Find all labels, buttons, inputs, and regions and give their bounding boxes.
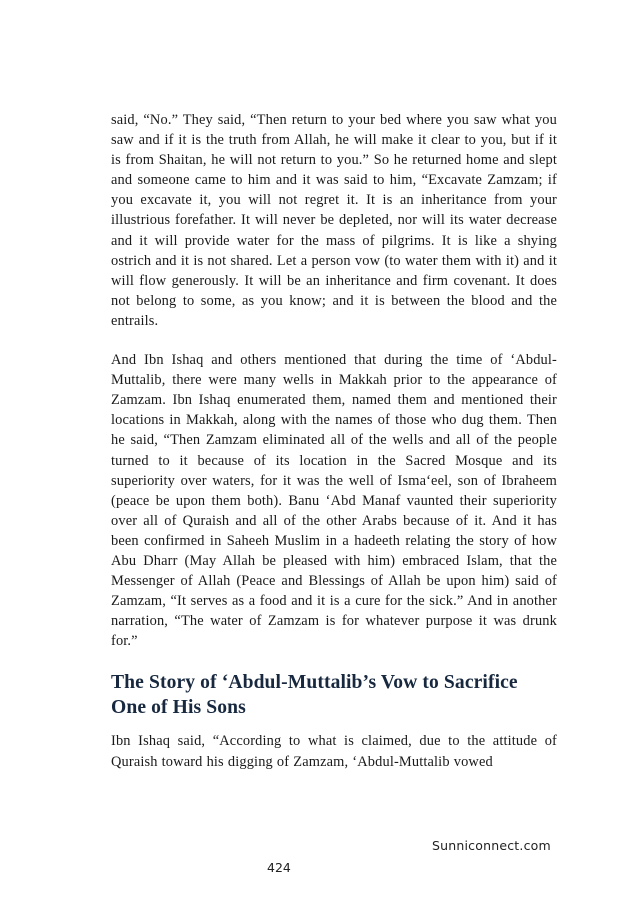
paragraph-vow-story: Ibn Ishaq said, “According to what is claimed, due to the attitude of Quraish toward his digging of Zamzam, ‘Abdul-Muttalib vowed (111, 733, 557, 770)
page-content (111, 110, 557, 772)
section-heading: The Story of ‘Abdul-Muttalib’s Vow to Sacrifice One of His Sons (111, 672, 518, 719)
page-number: 424 (267, 860, 291, 875)
paragraph-zamzam-dream: said, “No.” They said, “Then return to your bed where you saw what you saw and if it is the truth from Allah, he will make it clear to you, but if it is from Shaitan, he will not return to you.” So he returned home and slept and someone came to him and it was said to him, “Excavate Zamzam; if you excavate it, you will not regret it. It is an inheritance from your illustrious forefather. It will never be depleted, nor will its water decrease and it will provide water for the mass of pilgrims. It is like a shying ostrich and it is not shared. Let a person vow (to water them with it) and it will flow generously. It will be an inheritance and firm covenant. It does not belong to some, as you know; and it is between the blood and the entrails. (111, 112, 557, 329)
paragraph-wells-of-makkah: And Ibn Ishaq and others mentioned that during the time of ‘Abdul-Muttalib, there were many wells in Makkah prior to the appearance of Zamzam. Ibn Ishaq enumerated them, named them and mentioned their locations in Makkah, along with the names of those who dug them. Then he said, “Then Zamzam eliminated all of the wells and all of the people turned to it because of its location in the Sacred Mosque and its superiority over waters, for it was the well of Isma‘eel, son of Ibraheem (peace be upon them both). Banu ‘Abd Manaf vaunted their superiority over all of Quraish and all of the other Arabs because of it. And it has been confirmed in Saheeh Muslim in a hadeeth relating the story of how Abu Dharr (May Allah be pleased with him) embraced Islam, that the Messenger of Allah (Peace and Blessings of Allah be upon him) said of Zamzam, “It serves as a food and it is a cure for the sick.” And in another narration, “The water of Zamzam is for whatever purpose it was drunk for.” (111, 352, 557, 650)
footer-site-name: Sunniconnect.com (432, 838, 551, 853)
